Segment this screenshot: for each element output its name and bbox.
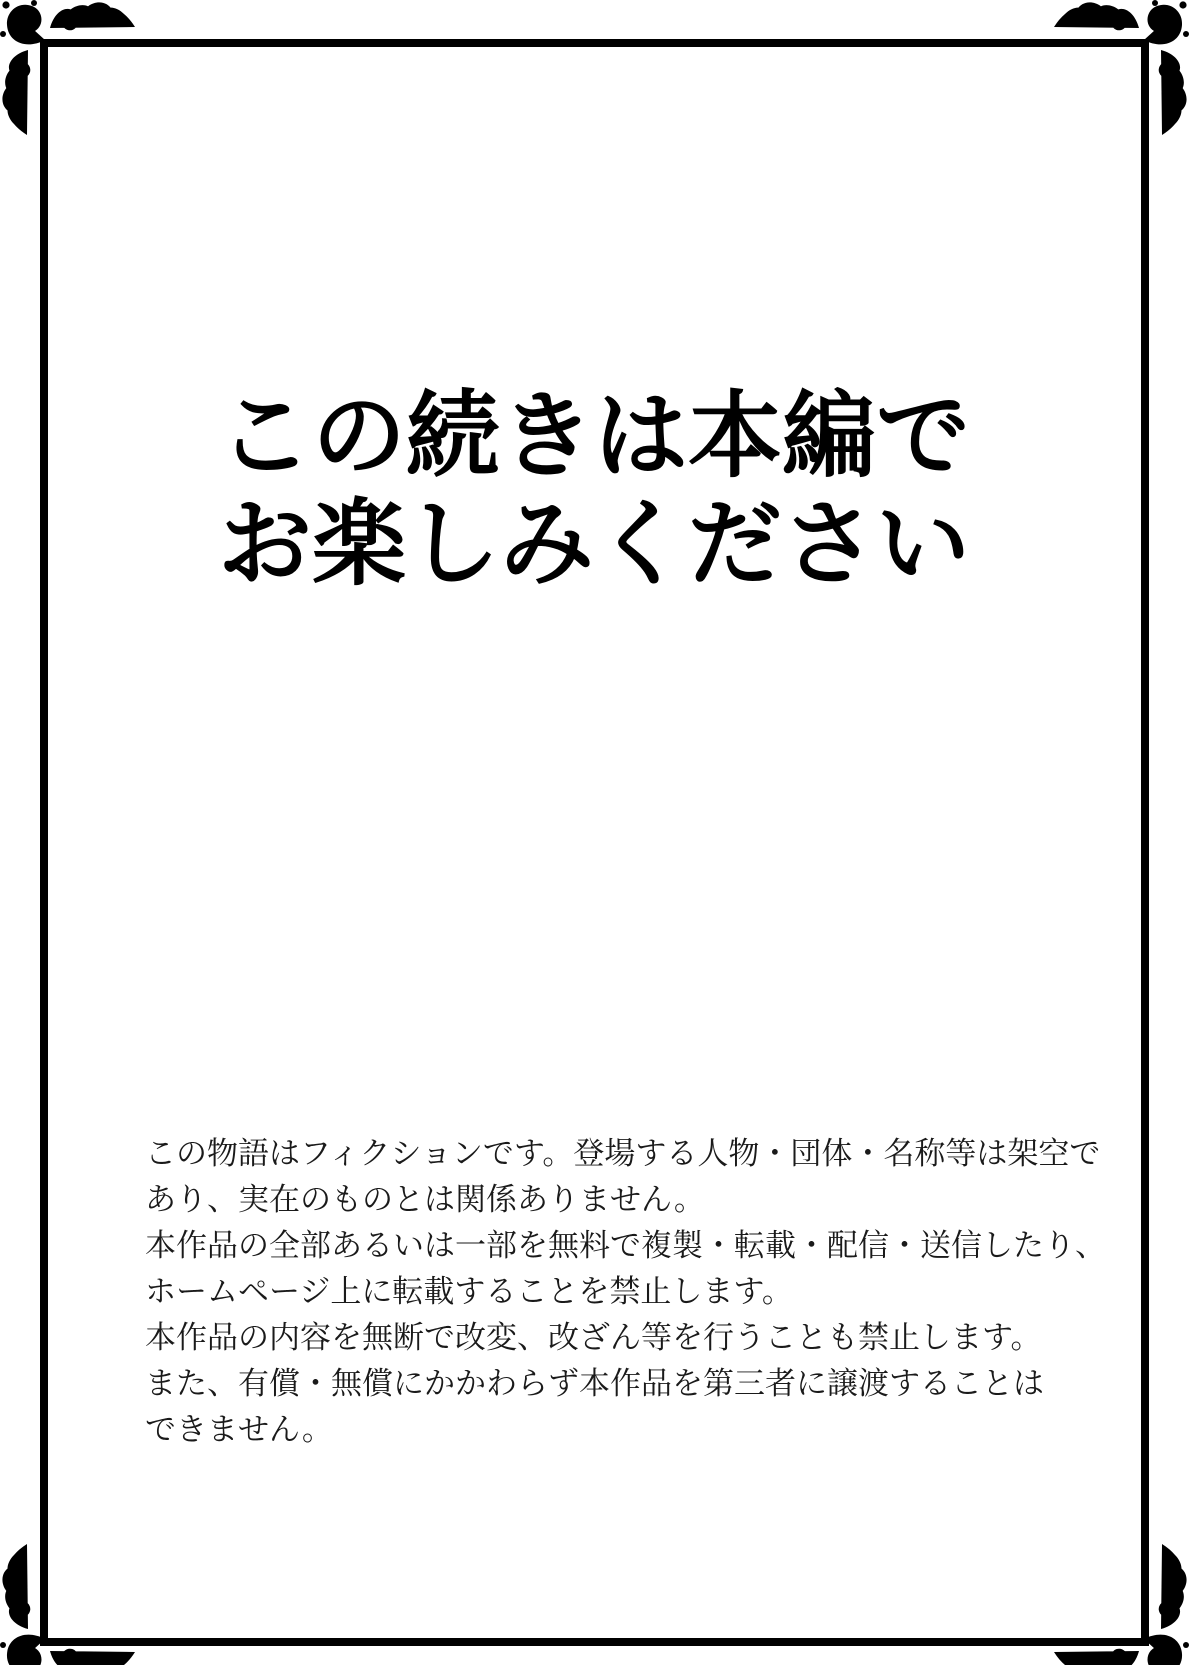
continuation-notice-line1: この続きは本編で: [218, 383, 971, 488]
continuation-notice-title: [218, 382, 970, 598]
disclaimer-line: できません。: [145, 1412, 333, 1447]
disclaimer-text: [145, 1131, 1106, 1453]
disclaimer-line: 本作品の内容を無断で改変、改ざん等を行うことも禁止します。: [145, 1320, 1042, 1355]
disclaimer-line: あり、実在のものとは関係ありません。: [145, 1182, 705, 1217]
disclaimer-line: この物語はフィクションです。登場する人物・団体・名称等は架空で: [145, 1136, 1101, 1171]
disclaimer-line: 本作品の全部あるいは一部を無料で複製・転載・配信・送信したり、: [145, 1228, 1106, 1263]
disclaimer-line: ホームページ上に転載することを禁止します。: [145, 1274, 793, 1309]
continuation-notice-line2: お楽しみください: [218, 491, 971, 596]
disclaimer-line: また、有償・無償にかかわらず本作品を第三者に譲渡することは: [145, 1366, 1044, 1401]
